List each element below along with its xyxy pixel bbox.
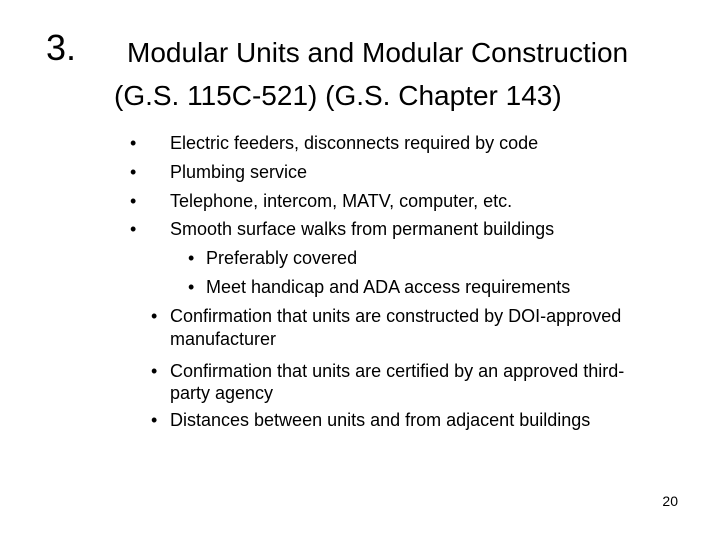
slide-number: 3. [46,27,77,68]
bullet-item: Plumbing service [170,162,308,182]
sub-bullet-item: Meet handicap and ADA access requirements [206,277,571,297]
bullet-icon: • [151,410,158,430]
sub-bullet-icon: • [188,248,195,268]
page-number: 20 [662,493,678,509]
bullet-item-line2: party agency [170,383,274,403]
slide-title-line-1: Modular Units and Modular Construction [127,37,629,68]
bullet-icon: • [130,162,137,182]
bullet-item-line2: manufacturer [170,329,277,349]
bullet-item: Electric feeders, disconnects required by code [170,133,539,153]
bullet-icon: • [151,306,158,326]
bullet-item: Telephone, intercom, MATV, computer, etc. [170,191,513,211]
sub-bullet-icon: • [188,277,195,297]
bullet-icon: • [130,191,137,211]
bullet-icon: • [151,361,158,381]
bullet-icon: • [130,219,137,239]
bullet-item-line1: Confirmation that units are certified by an approved third- [170,361,625,381]
bullet-item: Smooth surface walks from permanent buildings [170,219,555,239]
bullet-item-line1: Confirmation that units are constructed by DOI-approved [170,306,622,326]
bullet-icon: • [130,133,137,153]
sub-bullet-item: Preferably covered [206,248,358,268]
slide-title-line-2: (G.S. 115C-521) (G.S. Chapter 143) [114,80,562,111]
bullet-item: Distances between units and from adjacent buildings [170,410,591,430]
